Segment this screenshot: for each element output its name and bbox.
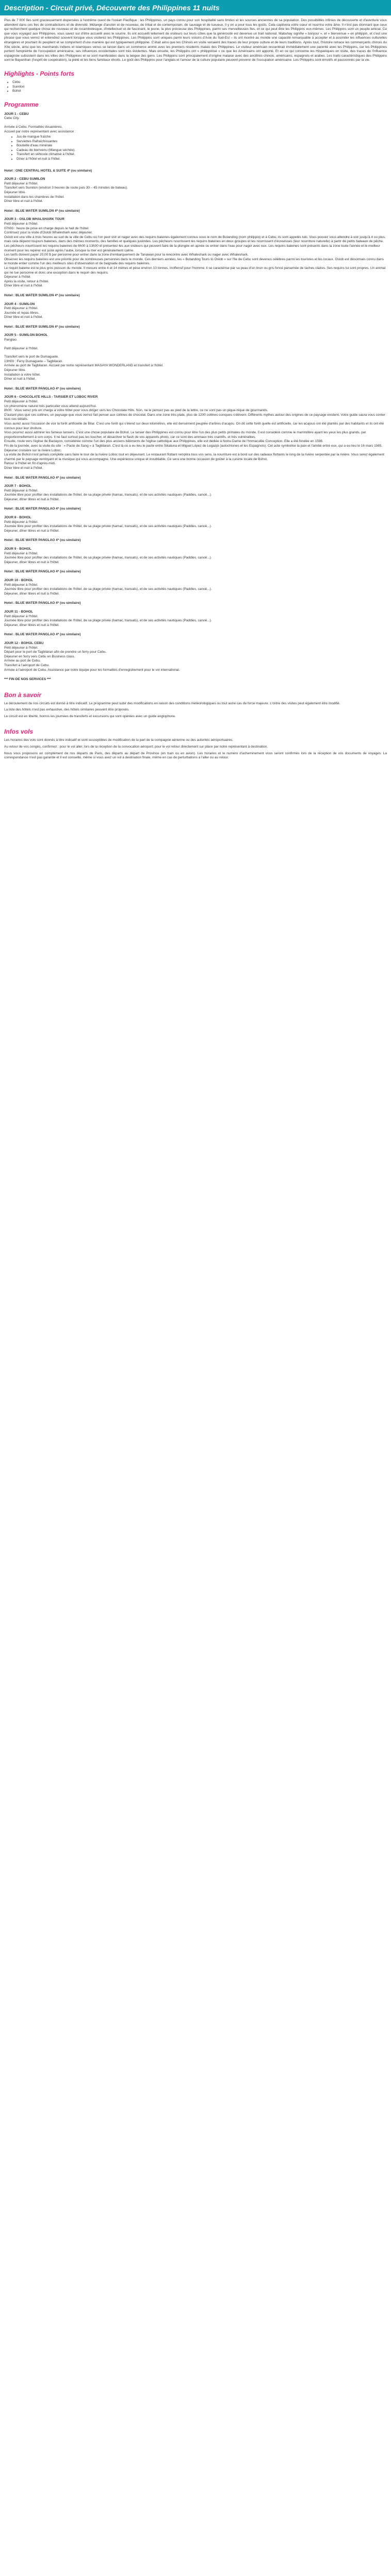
intro-paragraph: Plus de 7 000 îles sont gracieusement dispersées à l'extrême ouest de l'océan Pacifique : les Philippines, un pays connu pour son hospitalité sans limites et les sources anciennes de sa population. Des possibilités infinies de découverte et d'aventure vous attendent dans ces îles de contradictions et de diversité. Mélange d'ancien et de nouveau, de tribal et de contemporain, de sauvage et de luxueux, il y en a pour tous les goûts. Cela captivera votre cœur et nourrira votre âme. Il n'est pas étonnant que ceux qui recherchent quelque chose de nouveau et de rocambolesque, d'intellectuel et de fascinant, le jeune, la plus précieuse des Philippines, parmi ses merveilleuses îles, et ce qui peut être les Philippins eux-mêmes. Les Philippins sont un peuple amical. Ce que vous voyagez aux Philippines, vous savez sur d'être accueilli avec le sourire. Ils ont accueilli tellement de visiteurs sur leurs côtes que la générosité est devenue un trait national. Mabuhay signifie « bonjour », et « bienvenue » en philippin, et c'est une phrase que vous verrez et entendrez souvent lorsque vous visiterez les Philippines. Les Philippins sont uniques parmi leurs voisins d'Asie du Sud-Est – ils ont montré au monde une capacité remarquable à accepter et à assimiler les influences culturelles étrangères et pourtant ils peuplent et se comportent d'une manière qui est typiquement philippine. C'était ainsi que les Chinois en visite venaient des traces de leur propre culture et de leurs traditions. Après tout, l'histoire retrace les commerçants chinois du XIIe siècle, ainsi que les marchands indiens et islamiques venus se lancer dans un commerce animé avec les premiers résidents malais des Philippines. Le visiteur américain ressentirait immédiatement une parenté avec les Philippins, car les Philippines portent l'empreinte de l'occupation américaine, ses influences occidentales sont très évidentes. Mais ensuite, les Philippins ont « philippinisé » ce que les Américains ont apporté. Et en ce qui concerne les Hispaniques en visite, des traces de l'influence espagnole subsistent dans les villes des Philippines et se sont manifestées dans la langue des gens. Les Philippins sont principalement d'origine malaise avec des ancêtres chinois, américains, espagnols et arabes. Les traits caractéristiques des Philippins sont le Bayanihan (l'esprit de coopération), la piété et les liens familiaux étroits. Le goût des Philippins pour l'anglais et l'amour de la culture populaire peuvent provenir de l'occupation américaine. Les Philippins sont émotifs et passionnés par la vie. bbox=[4, 19, 387, 62]
spacer bbox=[4, 289, 387, 293]
day-text: Petit déjeuner à l'hôtel. bbox=[4, 222, 38, 226]
day-hotel: Hotel : BLUE WATER PANGLAO 4* (ou similaire) bbox=[4, 507, 81, 511]
day-text: 13H00 : Ferry Dumaguete – Tagbilaran. bbox=[4, 359, 63, 363]
day-text: La visite de Bohol n'est jamais complète sans faire le tour de la rivière Loboc tout en déjeunant. Le restaurant flottant remplira tous vos sens, la nourriture est à bord sur des radeaux flottants le long de la rivière serpentée par la rivière. Vous serez également charmé par le paysage verdoyant et la musique qui vous accompagne. Une expérience unique et inoubliable. Ce sera une bonne occasion de goûter à la cuisine locale de Bohol. bbox=[4, 453, 384, 461]
day-title: JOUR 2 - CEBU SUMILON bbox=[4, 177, 45, 181]
day-text: Ensuite, route vers l'église de Baclayon, considérée comme l'un des plus anciens bâtiments de l'église catholique aux Philippines, elle est dédiée à Notre-Dame de l'Immaculée Conception. Elle a été fondée en 1596. bbox=[4, 439, 323, 444]
list-item: • Bouteille d'eau minérale bbox=[17, 144, 387, 148]
day-bullets bbox=[4, 135, 387, 162]
list-item: • Cebu bbox=[12, 80, 391, 85]
day-text: Petit déjeuner à l'hôtel. bbox=[4, 614, 38, 618]
day-text: Le requin baleine est le plus gros poisson du monde. Il mesure entre 4 et 14 mètres et pèse environ 10 tonnes. Inoffensif pour l'homme, il se caractérise par sa peau d'un brun ou gris foncé parsemée de taches claires. Ses requins lui sont propres. Un animal qui ne tue personne et donc une exception dans le requin des requins. bbox=[4, 266, 386, 275]
day-block bbox=[4, 547, 387, 574]
day-text: Déjeuner libre. bbox=[4, 191, 26, 195]
day-text: Transfert à l'aéroport de Cebu. bbox=[4, 663, 50, 667]
day-block bbox=[4, 610, 387, 637]
list-item: • Dîner à l'hôtel et nuit à l'hôtel. bbox=[17, 157, 387, 162]
day-text: Déjeuner, dîner libres et nuit à l'hôtel. bbox=[4, 529, 60, 533]
day-hotel: Hotel : BLUE WATER PANGLAO 4* (ou similaire) bbox=[4, 476, 81, 480]
day-text: Départ pour le port de Tagbilaran afin de prendre un ferry pour Cebu. bbox=[4, 650, 107, 654]
day-text: Petit déjeuner à l'hôtel. bbox=[4, 646, 38, 650]
programme-heading: Programme bbox=[4, 100, 39, 108]
day-block bbox=[4, 217, 387, 298]
day-block bbox=[4, 395, 387, 480]
day-hotel: Hotel : BLUE WATER PANGLAO 4* (ou similaire) bbox=[4, 601, 81, 605]
infos-vols-text: Les horaires des vols sont donnés à titre indicatif et sont susceptibles de modification de la part de la compagnie aérienne ou des autorités aéroportuaires. bbox=[4, 738, 234, 742]
day-text: Déjeuner, dîner libres et nuit à l'hôtel. bbox=[4, 497, 60, 501]
day-text: Transfert vers le port de Dumaguete. bbox=[4, 355, 59, 359]
day-hotel: Hotel : BLUE WATER SUMILON 4* (ou similaire) bbox=[4, 293, 80, 297]
highlights-heading: Highlights - Points forts bbox=[4, 70, 74, 77]
infos-vols-heading: Infos vols bbox=[4, 728, 34, 736]
day-hotel: Hotel : BLUE WATER PANGLAO 4* (ou similaire) bbox=[4, 386, 81, 391]
day-block bbox=[4, 112, 387, 174]
day-text: Transfert vers Sumilon (environ 3 heures de route puis 30 – 45 minutes de bateau). bbox=[4, 186, 128, 190]
day-block bbox=[4, 484, 387, 512]
spacer bbox=[4, 164, 387, 168]
day-text: Un phénomène naturel très particulier vous attend aujourd'hui. bbox=[4, 404, 97, 408]
day-text: Accueil par notre représentant avec assistance : bbox=[4, 129, 76, 133]
day-text bbox=[4, 343, 387, 347]
day-text: Installation à votre hôtel. bbox=[4, 372, 41, 377]
list-item: • Bohol bbox=[12, 89, 391, 94]
day-text: Journée libre pour profiter des installations de l'hôtel, de sa plage privée (hamac, transats), et de ses activités nautiques (Paddles, canoë...). bbox=[4, 556, 212, 560]
day-title: JOUR 6 - CHOCOLATE HILLS - TARSIER ET LOBOC RIVER bbox=[4, 395, 98, 399]
day-text: D'autant plus que ces collines, un paysage que vous verrez fait penser aux collines de chocolat. Dans une zone très plate, plus de 1200 collines coniques s'élèvent. Différents mythes autour des origines de ce paysage existent. Votre guide saura vous conter tous ces détails. bbox=[4, 413, 385, 421]
day-title: JOUR 12 - BOHOL CEBU bbox=[4, 641, 44, 645]
day-title: JOUR 4 - SUMILON bbox=[4, 302, 35, 306]
day-text: Déjeuner à l'hôtel. bbox=[4, 275, 31, 279]
spacer bbox=[4, 628, 387, 632]
day-title: JOUR 1 - CEBU bbox=[4, 112, 29, 116]
list-item: • Serviettes Rafraîchissantes bbox=[17, 140, 387, 144]
day-text: Dîner libre et nuit à l'hôtel. bbox=[4, 199, 43, 204]
spacer bbox=[4, 471, 387, 475]
day-text: Après la visite, retour à l'hôtel. bbox=[4, 279, 49, 283]
day-block bbox=[4, 177, 387, 213]
day-block bbox=[4, 641, 387, 682]
spacer bbox=[4, 204, 387, 208]
day-hotel: Hotel : BLUE WATER PANGLAO 4* (ou similaire) bbox=[4, 633, 81, 637]
day-text: Déjeuner, dîner libres et nuit à l'hôtel. bbox=[4, 591, 60, 596]
day-text: Panglao. bbox=[4, 338, 18, 342]
page-title: Description - Circuit privé, Découverte des Philippines 11 nuits bbox=[0, 0, 391, 15]
highlights-list bbox=[0, 80, 391, 94]
day-title: JOUR 11 - BOHOL bbox=[4, 609, 33, 614]
day-block bbox=[4, 302, 387, 330]
day-text bbox=[4, 351, 387, 355]
day-hotel: Hotel : BLUE WATER PANGLAO 4* (ou similaire) bbox=[4, 538, 81, 543]
bon-a-savoir-text: Le circuit est en liberté, hormis les journées de transferts et excursions qui sont opérées avec un guide anglophone. bbox=[4, 714, 176, 718]
day-block bbox=[4, 516, 387, 543]
day-text: Déjeuner croisière sur la rivière Loboc. bbox=[4, 448, 62, 452]
page bbox=[0, 0, 391, 768]
spacer bbox=[4, 502, 387, 506]
day-text: Déjeuner, dîner libres et nuit à l'hôtel. bbox=[4, 560, 60, 564]
day-hotel: *** FIN DE NOS SERVICES *** bbox=[4, 677, 51, 682]
day-hotel: Hotel : ONE CENTRAL HOTEL & SUITE 4* (ou similaire) bbox=[4, 168, 92, 173]
day-block bbox=[4, 333, 387, 391]
day-block bbox=[4, 579, 387, 606]
infos-vols-text: Nous vous proposons en complément de nos départs de Paris, des départs au départ de Province (en train ou en avion). Les horaires et le numéro d'acheminement vous seront confirmés lors de la réception de vos documents de voyages. La correspondance n'est pas garantie et il est conseillé, même si vous avez un vol à destination finale, même en cas de perturbations à l'aller ou au retour. bbox=[4, 751, 387, 760]
day-text: Petit déjeuner à l'hôtel. bbox=[4, 488, 38, 493]
day-text: Petit déjeuner à l'hôtel. bbox=[4, 583, 38, 587]
day-title: JOUR 10 - BOHOL bbox=[4, 579, 34, 582]
day-text: Vous aurez aussi l'occasion de voir la forêt artificielle de Bilar. C'est une forêt qui s'étend sur deux kilomètres, elle est densément peuplée d'arbres d'acajou. On dit cette forêt quelle est artificielle, car les acajous ont été plantés par des habitants et ils ont été connus pour leur droiture. bbox=[4, 421, 384, 430]
day-text: Déjeuner libre. bbox=[4, 368, 26, 372]
bon-a-savoir-text: La liste des hôtels n'est pas exhaustive, des hôtels similaires peuvent être proposés. bbox=[4, 708, 129, 712]
day-text: Déjeuner, dîner libres et nuit à l'hôtel. bbox=[4, 623, 60, 627]
day-text: Les tarifs doivent payer 20,00 $ par personne pour entrer dans la zone d'embarquement de Tanawan pour la rencontre avec Whaleshark ou nager avec Whaleshark. bbox=[4, 253, 249, 257]
day-text: Retour à l'hôtel en fin d'après-midi. bbox=[4, 462, 56, 466]
day-title: JOUR 5 - SUMILON BOHOL bbox=[4, 333, 48, 337]
day-text: Arrivée au port de Cebu. bbox=[4, 659, 41, 663]
day-text: Journée libre pour profiter des installations de l'hôtel, de sa plage privée (hamac, transats), et de ses activités nautiques (Paddles, canoë...). bbox=[4, 524, 212, 529]
spacer bbox=[4, 596, 387, 600]
day-text: Petit déjeuner à l'hôtel. bbox=[4, 181, 38, 185]
day-hotel: Hotel : BLUE WATER SUMILON 4* (ou similaire) bbox=[4, 209, 80, 213]
spacer bbox=[4, 672, 387, 676]
day-text: Arrivée à l'aéroport de Cebu. Assistance par notre équipe pour les formalités d'enregistrement pour le vol international. bbox=[4, 668, 180, 672]
day-text: Installation dans les chambres de l'hôtel. bbox=[4, 195, 64, 199]
list-item: • Cadeau de bienvenu (Mangue séchée). bbox=[17, 148, 387, 153]
day-text: Dîner libre et nuit à l'hôtel. bbox=[4, 466, 43, 470]
day-title: JOUR 7 - BOHOL bbox=[4, 484, 31, 488]
day-title: JOUR 3 - OSLOB WHALSHARK TOUR bbox=[4, 217, 64, 222]
day-text: Petit déjeuner à l'hôtel. bbox=[4, 551, 38, 555]
list-item: • Jus de mangue fraîche bbox=[17, 135, 387, 140]
spacer bbox=[4, 382, 387, 386]
day-text: Arrivée au port de Tagbilaran. Accueil par notre représentant MASAYA WONDERLAND et transfert à l'hôtel. bbox=[4, 364, 164, 368]
day-text: Journée libre pour profiter des installations de l'hôtel, de sa plage privée (hamac, transats), et de ses activités nautiques (Paddles, canoë...). bbox=[4, 493, 212, 497]
day-title: JOUR 9 - BOHOL bbox=[4, 547, 31, 551]
day-text: Dîner et nuit à l'hôtel. bbox=[4, 377, 36, 381]
bon-a-savoir-text: Le déroulement de nos circuits est donné à titre indicatif. Le programme peut subir des modifications en raison des conditions météorologiques ou tout autre cas de force majeure. L'ordre des visites peut également être modifié. bbox=[4, 701, 340, 705]
list-item: • Transfert en véhicule climatisé à l'hôtel. bbox=[17, 152, 387, 157]
infos-vols-text: Au retour de vos congés, confirmez : pour le vol aller, lors de la réception de la convocation aéroport; pour le vol retour directement sur place par notre représentant à destination. bbox=[4, 745, 268, 749]
day-text: Petit déjeuner à l'hôtel. bbox=[4, 520, 38, 524]
day-text: Fin de la journée, avec la visite du site : « Pacte de Sang » à Tagbilaran. C'est là où a eu lieu le pacte entre Sikatuna et Miguel López de Legazpi (autochtones et les Espagnols). Cet acte symbolise la paix et l'amitié entre eux, qui a eu lieu le 16 mars 1565. bbox=[4, 444, 383, 448]
day-hotel: Hotel : BLUE WATER SUMILON 4* (ou similaire) bbox=[4, 325, 80, 329]
day-text: Cebu City. bbox=[4, 116, 20, 121]
day-text: Arrivée à Cebu. Formalités douanières. bbox=[4, 125, 63, 129]
spacer bbox=[4, 533, 387, 537]
day-text: Petit déjeuner à l'hôtel. bbox=[4, 346, 38, 350]
day-text: Dîner libre et nuit à l'hôtel. bbox=[4, 315, 43, 319]
day-text bbox=[4, 121, 387, 125]
day-hotel: Hotel : BLUE WATER PANGLAO 4* (ou similaire) bbox=[4, 570, 81, 574]
day-text: Journée libre pour profiter des installations de l'hôtel, de sa plage privée (hamac, transats), et de ses activités nautiques (Paddles, canoë...). bbox=[4, 619, 212, 623]
list-item: • Sumilon bbox=[12, 85, 391, 90]
bon-a-savoir-heading: Bon à savoir bbox=[4, 691, 42, 699]
day-text: Petit déjeuner à l'hôtel. bbox=[4, 400, 38, 403]
day-text: Continuez pour la visite d'Oslob Whaleshark avec déjeuner. bbox=[4, 231, 93, 235]
day-text: Petit déjeuner à l'hôtel. bbox=[4, 307, 38, 311]
day-text: Journée et repas libres. bbox=[4, 311, 39, 315]
day-text: 8h00 : Vous serez pris en charge à votre hôtel pour vous diriger vers les Chocolate Hills. Non, ne le pensez pas au pied de la lettre, ce ne sont pas un pique-nique de gourmands. bbox=[4, 409, 268, 413]
day-title: JOUR 8 - BOHOL bbox=[4, 516, 31, 520]
day-text: Oslob est une ville à trois heures au sud de la ville de Cebu où l'on peut voir et nager avec des requins baleines également connus sous le nom de Butanding (nom philippin) et à Cebu, ils sont appelés tuki. Vous pouvez vous attendre à voir jusqu'à 4 ou plus, mais cela dépend toujours baleines, dans des mêmes moments, des familles et quelques juvéniles. Les pêcheurs nourrissent les requins baleines en deux groupes et les nourrissent d'écrevisses (leur nourriture naturelle) à partir de petits bateaux de pêche. Les pêcheurs nourrissent les requins baleines de 6h00 à 13h00 et présentez-les aux visiteurs qui peuvent faire de la plongée en apnée ou entrer dans l'eau pour nager avec eux. Les requins baleines sont présents dans la zone toute l'année et le meilleur moment pour les repérer est juste après l'aube, lorsque la mer est généralement calme. bbox=[4, 235, 386, 252]
day-text: Journée libre pour profiter des installations de l'hôtel, de sa plage privée (hamac, transats), et de ses activités nautiques (Paddles, canoë...). bbox=[4, 587, 212, 591]
day-text: 07h00 : heure de prise en charge depuis le hall de l'hôtel. bbox=[4, 226, 89, 230]
day-text: Observer les requins baleines est une priorité pour de nombreuses personnes dans le monde. Ces derniers années, les « Butanding Tours to Oslob » sur l'île de Cebu sont devenus célèbres parmi les touristes et les locaux. Oslob est désormais connu dans le monde entier comme l'un des meilleurs sites d'observation et de baignade des requins baleines. bbox=[4, 257, 384, 266]
day-text: Déjeuner en ferry vers Cebu en Business class. bbox=[4, 654, 75, 658]
spacer bbox=[4, 320, 387, 324]
spacer bbox=[4, 565, 387, 569]
day-text: Vous pourrez aussi admirer les fameux tarsiers. C'est une chose populaire de Bohol. Le tarsier des Philippines est connu pour être l'un des plus petits primates du monde. Il est considéré comme le mammifère ayant les yeux les plus grands, par proportionnellement à son corps. Il ne faut surtout pas les toucher, et désactiver le flash de vos appareils photo, car ce sont des animaux très craintifs, et très vulnérables. bbox=[4, 431, 366, 439]
day-text: Dîner libre et nuit à l'hôtel. bbox=[4, 284, 43, 288]
programme-days bbox=[0, 112, 391, 682]
